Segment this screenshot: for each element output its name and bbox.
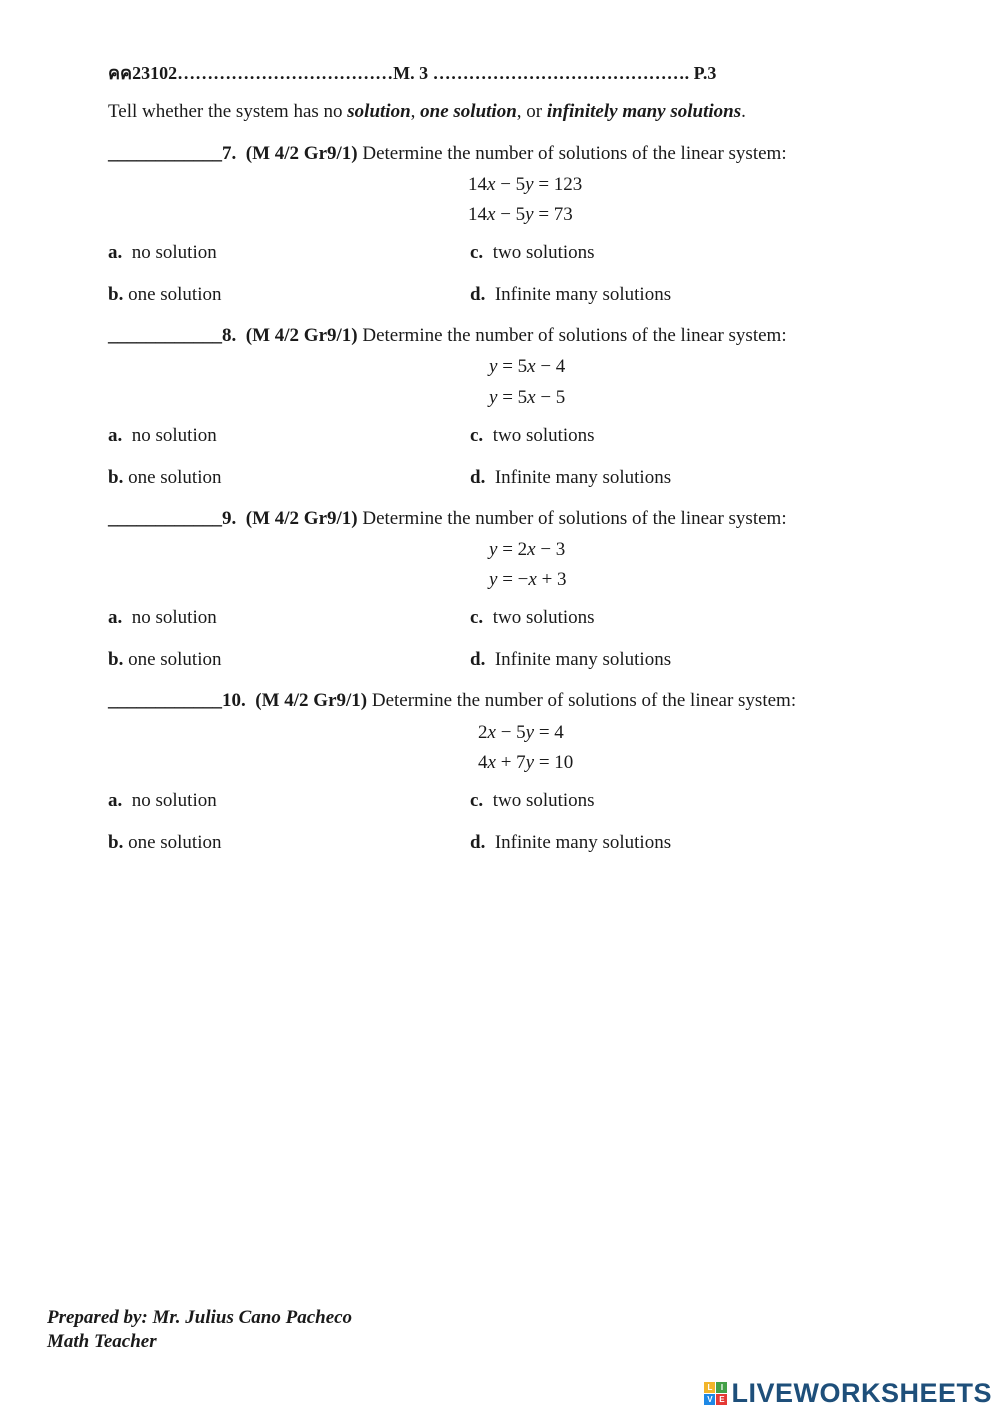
question-10 [108,690,796,712]
logo-icon [704,1382,727,1405]
logo-box-letter: I [716,1382,727,1393]
option-letter: c. [470,607,484,628]
equation: y = 2x − 3 [489,539,566,560]
logo-box-letter: V [704,1394,715,1405]
question-prompt: Determine the number of solutions of the linear system: [371,690,797,711]
answer-blank[interactable]: ____________ [108,325,222,346]
option-text: Infinite many solutions [494,649,672,670]
option-a[interactable] [108,425,217,447]
question-code: (M 4/2 Gr9/1) [245,325,358,346]
option-letter: c. [470,790,484,811]
question-code: (M 4/2 Gr9/1) [245,508,358,529]
option-text: Infinite many solutions [494,832,672,853]
option-text: no solution [131,790,217,811]
option-letter: b. [108,649,124,670]
option-text: one solution [128,284,222,305]
option-text: no solution [131,242,217,263]
question-number: 9. [222,508,237,529]
equation: y = 5x − 5 [489,387,566,408]
option-d[interactable] [470,649,671,671]
option-text: two solutions [492,425,595,446]
option-text: one solution [128,649,222,670]
option-letter: a. [108,607,123,628]
option-text: Infinite many solutions [494,467,672,488]
option-b[interactable] [108,649,222,671]
option-letter: b. [108,284,124,305]
option-letter: c. [470,425,484,446]
option-text: two solutions [492,790,595,811]
question-number: 10. [222,690,246,711]
option-d[interactable] [470,284,671,306]
option-letter: a. [108,790,123,811]
equation: 14x − 5y = 73 [468,204,573,225]
page-header: คค23102………………………………M. 3 ……………………………………. P.3 [108,63,717,83]
option-b[interactable] [108,832,222,854]
equation: 2x − 5y = 4 [478,722,564,743]
logo-box-letter: E [716,1394,727,1405]
option-text: one solution [128,832,222,853]
option-d[interactable] [470,832,671,854]
option-b[interactable] [108,284,222,306]
option-letter: c. [470,242,484,263]
question-prompt: Determine the number of solutions of the linear system: [362,143,787,164]
option-a[interactable] [108,790,217,812]
option-text: one solution [128,467,222,488]
option-letter: a. [108,242,123,263]
option-b[interactable] [108,467,222,489]
equation: 14x − 5y = 123 [468,174,583,195]
option-a[interactable] [108,607,217,629]
question-7 [108,143,787,165]
instructions-term-solution: solution [347,101,411,122]
option-letter: b. [108,467,124,488]
option-letter: a. [108,425,123,446]
equation: y = −x + 3 [489,569,567,590]
question-prompt: Determine the number of solutions of the linear system: [362,325,787,346]
option-c[interactable] [470,425,595,447]
instructions-term-infinite: infinitely many solutions [546,101,742,122]
option-text: no solution [131,607,217,628]
question-code: (M 4/2 Gr9/1) [245,143,358,164]
option-d[interactable] [470,467,671,489]
option-text: two solutions [492,242,595,263]
answer-blank[interactable]: ____________ [108,143,222,164]
question-code: (M 4/2 Gr9/1) [255,690,368,711]
option-letter: d. [470,284,486,305]
equation: y = 5x − 4 [489,356,566,377]
answer-blank[interactable]: ____________ [108,508,222,529]
prepared-by: Prepared by: Mr. Julius Cano Pacheco [47,1307,353,1328]
question-prompt: Determine the number of solutions of the linear system: [362,508,787,529]
option-text: no solution [131,425,217,446]
question-8 [108,325,787,347]
instructions-prefix: Tell whether the system has no [108,101,348,122]
instructions-sep: , [410,101,421,122]
logo-box-letter: L [704,1382,715,1393]
instructions [108,101,746,123]
instructions-term-one-solution: one solution [420,101,517,122]
answer-blank[interactable]: ____________ [108,690,222,711]
question-9 [108,508,787,530]
option-c[interactable] [470,242,595,264]
instructions-suffix: . [741,101,746,122]
logo-text: LIVEWORKSHEETS [731,1378,992,1408]
question-number: 8. [222,325,237,346]
option-text: Infinite many solutions [494,284,672,305]
liveworksheets-logo[interactable] [704,1378,992,1409]
option-letter: d. [470,467,486,488]
option-text: two solutions [492,607,595,628]
option-a[interactable] [108,242,217,264]
option-letter: b. [108,832,124,853]
option-letter: d. [470,649,486,670]
teacher-role: Math Teacher [47,1331,157,1352]
option-c[interactable] [470,790,595,812]
option-c[interactable] [470,607,595,629]
equation: 4x + 7y = 10 [478,752,574,773]
question-number: 7. [222,143,237,164]
option-letter: d. [470,832,486,853]
instructions-sep: , or [516,101,547,122]
